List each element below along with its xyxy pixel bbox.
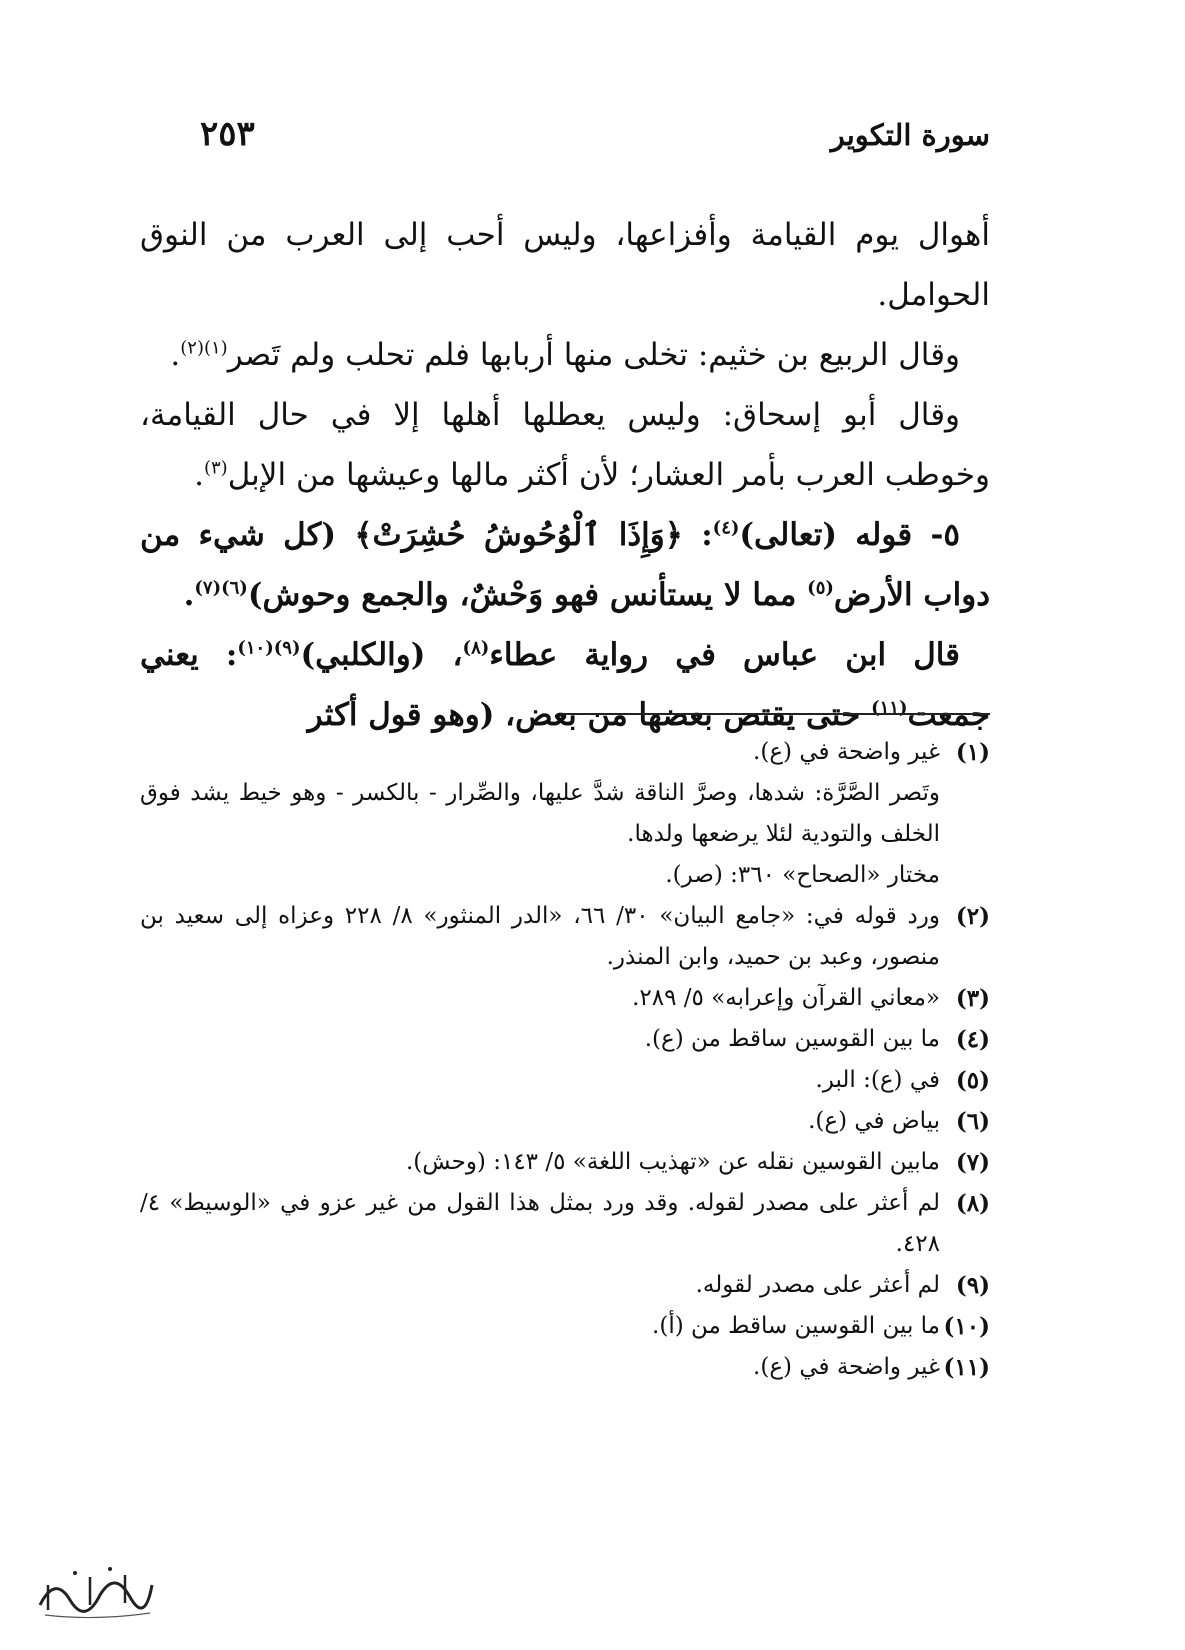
footnote-text: غير واضحة في (ع).	[753, 1354, 940, 1380]
footnote-text: ورد قوله في: «جامع البيان» ٣٠/ ٦٦، «الدر المنثور» ٨/ ٢٢٨ وعزاه إلى سعيد بن منصور، وعبد بن حميد، وابن المنذر.	[140, 903, 940, 970]
footnote-ref: (٦)(٧)	[194, 577, 248, 599]
page-header	[200, 114, 990, 168]
colon: :	[682, 517, 713, 553]
paragraph-4	[140, 505, 990, 625]
footnote-ref: (٨)	[462, 637, 490, 659]
paragraph-1	[140, 205, 990, 325]
footnote-11	[140, 1347, 990, 1388]
period: .	[194, 457, 204, 493]
paragraph-5	[140, 625, 990, 745]
footnote-8	[140, 1183, 990, 1265]
footnote-number: (٧)	[955, 1149, 990, 1176]
footnote-number: (٨)	[955, 1190, 990, 1217]
footnote-2	[140, 896, 990, 978]
footnote-number: (١)	[955, 739, 990, 766]
paragraph-1-text: أهوال يوم القيامة وأفزاعها، وليس أحب إلى العرب من النوق الحوامل.	[140, 217, 990, 313]
footnote-1-continuation: وتَصر الصَّرَّة: شدها، وصرَّ الناقة شدَّ عليها، والصِّرار - بالكسر - وهو خيط يشد فوق الخلف والتودية لئلا يرضعها ولدها.	[140, 780, 940, 847]
footnote-text: مابين القوسين نقله عن «تهذيب اللغة» ٥/ ١٤٣: (وحش).	[406, 1149, 940, 1175]
footnote-number: (١٠)	[943, 1313, 990, 1340]
page-number: ٢٥٣	[200, 114, 255, 154]
footnote-text: لم أعثر على مصدر لقوله. وقد ورد بمثل هذا القول من غير عزو في «الوسيط» ٤/ ٤٢٨.	[140, 1190, 940, 1257]
footnote-number: (١١)	[943, 1354, 990, 1381]
footnote-text: ما بين القوسين ساقط من (أ).	[652, 1313, 940, 1339]
footnote-7	[140, 1142, 990, 1183]
footnote-4	[140, 1019, 990, 1060]
footnote-number: (٦)	[955, 1108, 990, 1135]
footnote-number: (٢)	[955, 903, 990, 930]
footnote-number: (٥)	[955, 1067, 990, 1094]
footnote-9	[140, 1265, 990, 1306]
footnote-10	[140, 1306, 990, 1347]
verse-lead: ٥- قوله (تعالى)	[739, 517, 960, 553]
footnote-text: «معاني القرآن وإعرابه» ٥/ ٢٨٩.	[632, 985, 940, 1011]
verse-commentary: (كل شيء من دواب الأرض	[140, 517, 990, 613]
period: .	[183, 577, 195, 613]
footnote-6	[140, 1101, 990, 1142]
paragraph-3	[140, 385, 990, 505]
footnote-ref: (٥)	[807, 577, 834, 599]
paragraph-3-text: وقال أبو إسحاق: وليس يعطلها أهلها إلا في حال القيامة، وخوطب العرب بأمر العشار؛ لأن أكثر مالها وعيشها من الإبل	[140, 397, 990, 493]
footnote-text: في (ع): البر.	[815, 1067, 940, 1093]
footnote-ref: (١)(٢)	[180, 337, 228, 359]
paragraph-2	[140, 325, 990, 385]
footnote-ref: (٤)	[712, 517, 740, 539]
footnote-1-source: مختار «الصحاح» ٣٦٠: (صر).	[665, 862, 940, 888]
paragraph-5-d: حتى يقتص بعضها من بعض، (وهو قول أكثر	[307, 697, 872, 733]
footnote-1	[140, 732, 990, 773]
footnote-number: (٤)	[955, 1026, 990, 1053]
footnote-5	[140, 1060, 990, 1101]
period: .	[170, 337, 181, 373]
footnote-ref: (١١)	[871, 697, 908, 719]
footnote-number: (٩)	[955, 1272, 990, 1299]
paragraph-5-b: ، (والكلبي)	[300, 637, 463, 673]
footnote-3	[140, 978, 990, 1019]
footnote-divider	[560, 713, 990, 715]
footnote-number: (٣)	[955, 985, 990, 1012]
footnote-text: غير واضحة في (ع).	[753, 739, 940, 765]
footnote-text: بياض في (ع).	[808, 1108, 940, 1134]
footnote-ref: (٣)	[203, 457, 228, 479]
quran-verse: ﴿وَإِذَا ٱلْوُحُوشُ حُشِرَتْ﴾	[354, 517, 683, 553]
main-text	[140, 205, 990, 745]
verse-commentary-rest: مما لا يستأنس فهو وَحْشٌ، والجمع وحوش)	[247, 577, 808, 613]
paragraph-5-c: : يعني جمعت	[140, 637, 990, 733]
footnotes	[140, 732, 990, 1388]
publisher-logo	[30, 1555, 160, 1625]
footnote-text: ما بين القوسين ساقط من (ع).	[644, 1026, 940, 1052]
footnote-text: لم أعثر على مصدر لقوله.	[695, 1272, 940, 1298]
paragraph-5-a: قال ابن عباس في رواية عطاء	[489, 637, 960, 673]
footnote-ref: (٩)(١٠)	[237, 637, 301, 659]
surah-title: سورة التكوير	[830, 118, 990, 152]
paragraph-2-text: وقال الربيع بن خثيم: تخلى منها أربابها فلم تحلب ولم تَصر	[227, 337, 960, 373]
